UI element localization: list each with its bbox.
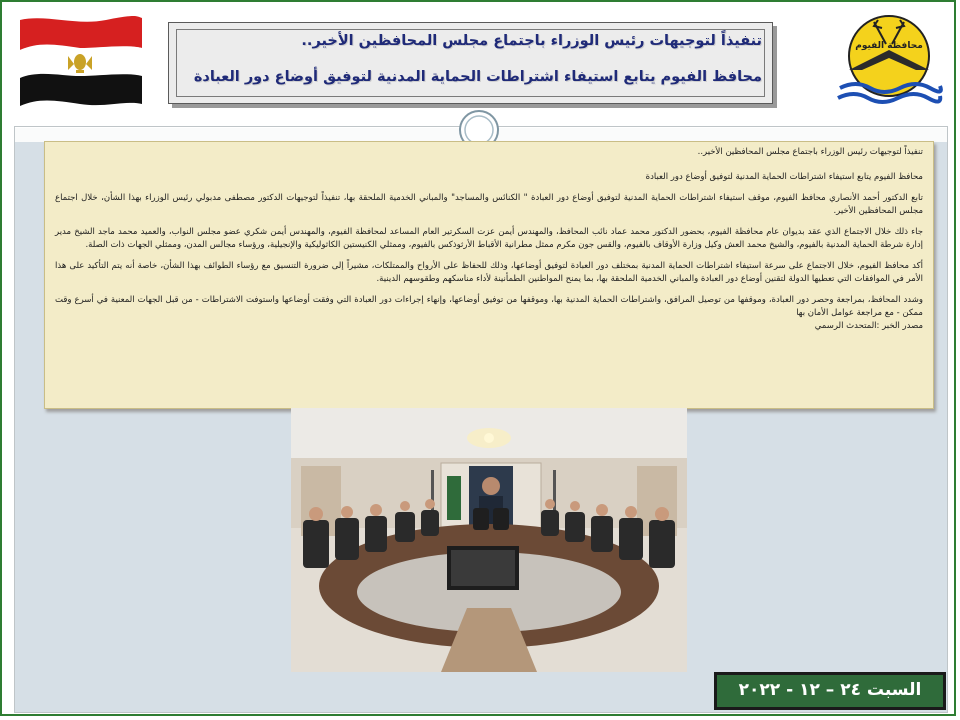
- article-paragraph-attendees: جاء ذلك خلال الاجتماع الذي عقد بديوان عام محافظة الفيوم، بحضور الدكتور محمد عماد نائب المحافظ، والمهندس أيمن عزت السكرتير العام المساعد لمحافظة الفيوم، والمهندس أيمن شكري عضو مجلس النواب، والعميد محمد ماجد الشيخ مدير إدارة شرطة الحماية المدنية بالفيوم، والشيخ محمد العش وكيل وزارة الأوقاف بالفيوم، والقس جون مكرم ممثل مطرانية الأقباط الأرثوذكس بالفيوم، وممثلي الكنيستين الكاثوليكية والإنجيلية، ورؤساء مجالس المدن، وممثلي الجهات ذات الصلة.: [55, 227, 923, 250]
- article-panel: [44, 141, 934, 409]
- headline-line-2: محافظ الفيوم يتابع استيفاء اشتراطات الحماية المدنية لتوفيق أوضاع دور العبادة: [193, 69, 762, 85]
- meeting-photo: [291, 408, 687, 672]
- headline-banner: [168, 22, 773, 104]
- article-paragraph-intro: تابع الدكتور أحمد الأنصاري محافظ الفيوم، موقف استيفاء اشتراطات الحماية المدنية لتوفيق أوضاع دور العبادة " الكنائس والمساجد" والمباني الخدمية الملحقة بها، تنفيذاً لتوجيهات الدكتور مصطفى مدبولي رئيس الوزراء بهذا الشأن، خلال اجتماع مجلس المحافظين الأخير.: [55, 193, 923, 216]
- headline-line-1: تنفيذاً لتوجيهات رئيس الوزراء باجتماع مجلس المحافظين الأخير..: [301, 33, 762, 49]
- article-paragraph-emphasis: أكد محافظ الفيوم، خلال الاجتماع على سرعة استيفاء اشتراطات الحماية المدنية بمختلف دور العبادة لتوفيق أوضاعها، وذلك للحفاظ على الأرواح والممتلكات، مشيراً إلى ضرورة التنسيق مع رؤساء الطوائف بهذا الشأن، خاصة أنه يتم التأكيد على هذا الأمر في الموافقات التي تعطيها الدولة لتقنين أوضاع دور العبادة والمباني الخدمية الملحقة بها، بما يمنح المواطنين الطمأنينة لأداء مناسكهم وطقوسهم الدينية.: [55, 261, 923, 284]
- article-paragraph-directives: وشدد المحافظ، بمراجعة وحصر دور العبادة، وموقفها من توصيل المرافق، واشتراطات الحماية المدنية بها، وموقفها من توفيق أوضاعها، وإنهاء إجراءات دور العبادة التي وفقت أوضاعها واستوفت الاشتراطات - من قبل الجهات المعنية في أسرع وقت ممكن - مع مراجعة عوامل الأمان بها: [55, 295, 923, 318]
- article-source: مصدر الخبر :المتحدث الرسمي: [814, 321, 923, 331]
- date-text: السبت ٢٤ – ١٢ - ٢٠٢٢: [738, 680, 922, 700]
- article-paragraph-title: تنفيذاً لتوجيهات رئيس الوزراء باجتماع مجلس المحافظين الأخير..: [697, 147, 923, 157]
- article-paragraph-subtitle: محافظ الفيوم يتابع استيفاء اشتراطات الحماية المدنية لتوفيق أوضاع دور العبادة: [645, 172, 923, 182]
- fayoum-governorate-logo: [834, 10, 944, 112]
- article-body: [55, 146, 923, 333]
- date-banner: [714, 672, 946, 710]
- logo-text: محافظة الفيوم: [855, 41, 923, 51]
- egypt-flag-icon: [16, 12, 144, 110]
